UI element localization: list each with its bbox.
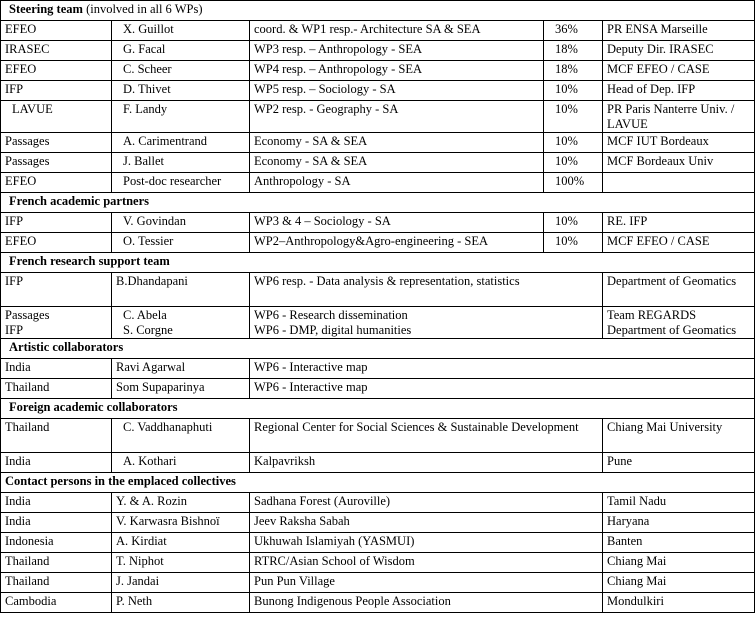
role-cell: WP3 resp. – Anthropology - SEA — [250, 41, 544, 61]
person-cell: O. Tessier — [112, 233, 250, 253]
table-row — [1, 359, 755, 379]
institution-cell: EFEO — [1, 21, 112, 41]
role-cell: Bunong Indigenous People Association — [250, 593, 603, 613]
person-cell: A. Kirdiat — [112, 533, 250, 553]
role-cell: WP5 resp. – Sociology - SA — [250, 81, 544, 101]
position-line: Team REGARDS — [607, 308, 697, 322]
role-cell: WP4 resp. – Anthropology - SEA — [250, 61, 544, 81]
position-cell: Chiang Mai University — [603, 419, 755, 453]
position-line: Department of Geomatics — [607, 323, 737, 337]
section-header-partners — [1, 193, 755, 213]
table-row — [1, 233, 755, 253]
section-title: French academic partners — [1, 193, 755, 213]
person-cell: G. Facal — [112, 41, 250, 61]
section-header-foreign — [1, 399, 755, 419]
person-cell: J. Jandai — [112, 573, 250, 593]
person-cell: Som Supaparinya — [112, 379, 250, 399]
role-cell: Anthropology - SA — [250, 173, 544, 193]
role-cell: Sadhana Forest (Auroville) — [250, 493, 603, 513]
role-cell: Regional Center for Social Sciences & Sustainable Development — [250, 419, 603, 453]
position-cell: Mondulkiri — [603, 593, 755, 613]
position-cell — [603, 307, 755, 339]
table-row — [1, 273, 755, 307]
institution-cell: India — [1, 513, 112, 533]
position-cell: Department of Geomatics — [603, 273, 755, 307]
position-cell: Pune — [603, 453, 755, 473]
position-cell: Chiang Mai — [603, 573, 755, 593]
section-title: French research support team — [1, 253, 755, 273]
table-row — [1, 213, 755, 233]
institution-cell: LAVUE — [1, 101, 112, 133]
person-cell: F. Landy — [112, 101, 250, 133]
section-title: Contact persons in the emplaced collectives — [1, 473, 755, 493]
institution-cell: Thailand — [1, 379, 112, 399]
person-cell: D. Thivet — [112, 81, 250, 101]
section-note: (involved in all 6 WPs) — [86, 2, 203, 16]
percent-cell: 10% — [544, 233, 603, 253]
role-cell: Kalpavriksh — [250, 453, 603, 473]
position-cell: MCF EFEO / CASE — [603, 233, 755, 253]
person-line: C. Abela — [123, 308, 167, 322]
institution-cell: Passages — [1, 153, 112, 173]
table-row — [1, 101, 755, 133]
role-cell: WP6 - Interactive map — [250, 379, 755, 399]
person-cell: V. Karwasra Bishnoï — [112, 513, 250, 533]
role-cell: RTRC/Asian School of Wisdom — [250, 553, 603, 573]
table-row — [1, 453, 755, 473]
position-cell: PR ENSA Marseille — [603, 21, 755, 41]
position-cell: Head of Dep. IFP — [603, 81, 755, 101]
institution-cell: IFP — [1, 81, 112, 101]
table-row — [1, 133, 755, 153]
section-header-support — [1, 253, 755, 273]
position-cell: MCF EFEO / CASE — [603, 61, 755, 81]
position-cell — [603, 173, 755, 193]
section-title: Foreign academic collaborators — [1, 399, 755, 419]
institution-cell: India — [1, 493, 112, 513]
institution-cell: India — [1, 359, 112, 379]
position-cell: MCF IUT Bordeaux — [603, 133, 755, 153]
role-cell — [250, 307, 603, 339]
percent-cell: 18% — [544, 41, 603, 61]
percent-cell: 36% — [544, 21, 603, 41]
person-cell: C. Scheer — [112, 61, 250, 81]
person-cell: V. Govindan — [112, 213, 250, 233]
role-cell: WP2–Anthropology&Agro-engineering - SEA — [250, 233, 544, 253]
table-row — [1, 533, 755, 553]
table-row — [1, 379, 755, 399]
institution-cell: Thailand — [1, 553, 112, 573]
institution-cell: Passages — [1, 133, 112, 153]
position-cell: RE. IFP — [603, 213, 755, 233]
position-cell: PR Paris Nanterre Univ. / LAVUE — [603, 101, 755, 133]
institution-cell: EFEO — [1, 173, 112, 193]
institution-cell: Thailand — [1, 573, 112, 593]
position-cell: MCF Bordeaux Univ — [603, 153, 755, 173]
person-line: S. Corgne — [123, 323, 173, 337]
person-cell: Ravi Agarwal — [112, 359, 250, 379]
person-cell: A. Carimentrand — [112, 133, 250, 153]
person-cell: J. Ballet — [112, 153, 250, 173]
role-cell: WP2 resp. - Geography - SA — [250, 101, 544, 133]
role-cell: WP3 & 4 – Sociology - SA — [250, 213, 544, 233]
role-cell: WP6 - Interactive map — [250, 359, 755, 379]
institution-cell: IRASEC — [1, 41, 112, 61]
percent-cell: 100% — [544, 173, 603, 193]
institution-line: IFP — [5, 323, 24, 337]
table-row — [1, 153, 755, 173]
role-line: WP6 - DMP, digital humanities — [254, 323, 412, 337]
institution-line: Passages — [5, 308, 50, 322]
position-cell: Tamil Nadu — [603, 493, 755, 513]
position-cell: Deputy Dir. IRASEC — [603, 41, 755, 61]
table-row — [1, 307, 755, 339]
percent-cell: 10% — [544, 133, 603, 153]
position-cell: Haryana — [603, 513, 755, 533]
institution-cell: IFP — [1, 213, 112, 233]
table-row — [1, 61, 755, 81]
person-cell: Y. & A. Rozin — [112, 493, 250, 513]
table-row — [1, 593, 755, 613]
section-header-steering — [1, 1, 755, 21]
person-cell — [112, 307, 250, 339]
role-cell: coord. & WP1 resp.- Architecture SA & SEA — [250, 21, 544, 41]
table-row — [1, 553, 755, 573]
institution-cell: EFEO — [1, 233, 112, 253]
institution-cell: EFEO — [1, 61, 112, 81]
role-cell: Ukhuwah Islamiyah (YASMUI) — [250, 533, 603, 553]
role-cell: Economy - SA & SEA — [250, 153, 544, 173]
table-row — [1, 173, 755, 193]
percent-cell: 10% — [544, 81, 603, 101]
role-line: WP6 - Research dissemination — [254, 308, 408, 322]
percent-cell: 10% — [544, 101, 603, 133]
institution-cell: Cambodia — [1, 593, 112, 613]
table-row — [1, 513, 755, 533]
table-row — [1, 21, 755, 41]
position-cell: Chiang Mai — [603, 553, 755, 573]
section-title: Steering team — [9, 2, 83, 16]
table-row — [1, 81, 755, 101]
percent-cell: 18% — [544, 61, 603, 81]
person-cell: T. Niphot — [112, 553, 250, 573]
table-row — [1, 493, 755, 513]
institution-cell: Thailand — [1, 419, 112, 453]
table-row — [1, 573, 755, 593]
percent-cell: 10% — [544, 153, 603, 173]
position-cell: Banten — [603, 533, 755, 553]
percent-cell: 10% — [544, 213, 603, 233]
person-cell: Post-doc researcher — [112, 173, 250, 193]
person-cell: A. Kothari — [112, 453, 250, 473]
section-header-contacts — [1, 473, 755, 493]
institution-cell: Indonesia — [1, 533, 112, 553]
person-cell: X. Guillot — [112, 21, 250, 41]
institution-cell — [1, 307, 112, 339]
role-text: WP6 resp. - Data analysis & representation, statistics — [254, 274, 520, 288]
person-cell: C. Vaddhanaphuti — [112, 419, 250, 453]
table-row — [1, 419, 755, 453]
person-cell: P. Neth — [112, 593, 250, 613]
role-cell — [250, 273, 603, 307]
institution-cell: India — [1, 453, 112, 473]
table-row — [1, 41, 755, 61]
role-cell: Jeev Raksha Sabah — [250, 513, 603, 533]
person-cell: B.Dhandapani — [112, 273, 250, 307]
role-cell: Economy - SA & SEA — [250, 133, 544, 153]
role-cell: Pun Pun Village — [250, 573, 603, 593]
institution-cell: IFP — [1, 273, 112, 307]
section-header-artistic — [1, 339, 755, 359]
section-title: Artistic collaborators — [1, 339, 755, 359]
